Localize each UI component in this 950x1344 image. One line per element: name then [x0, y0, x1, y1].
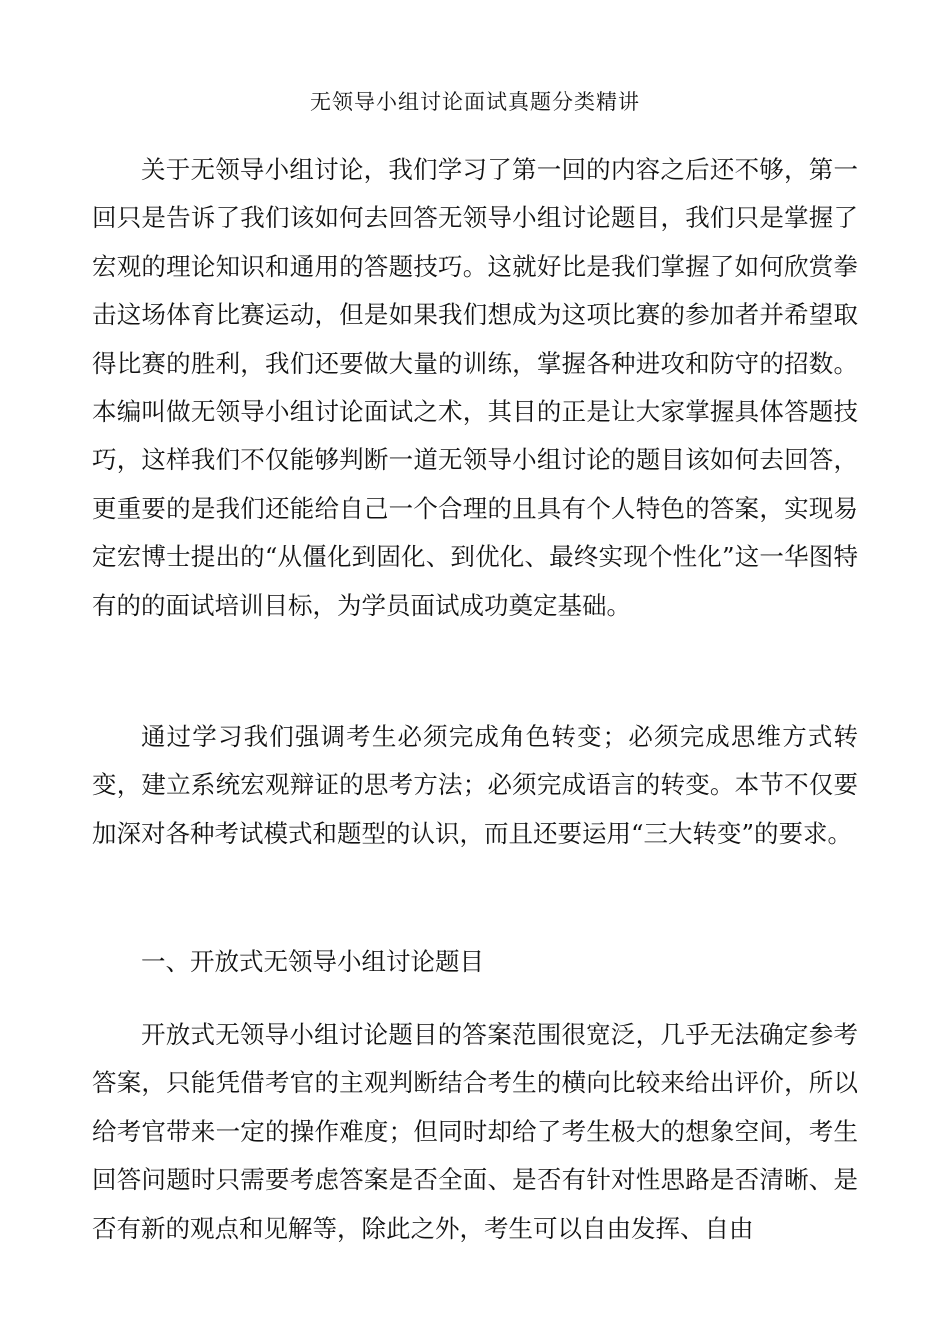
paragraph-three-transformations: 通过学习我们强调考生必须完成角色转变；必须完成思维方式转变，建立系统宏观辩证的思考方法；必须完成语言的转变。本节不仅要加深对各种考试模式和题型的认识，而且还要运用“三大转变”的要求。	[92, 722, 858, 848]
document-title: 无领导小组讨论面试真题分类精讲	[310, 90, 640, 114]
paragraph-intro: 关于无领导小组讨论，我们学习了第一回的内容之后还不够，第一回只是告诉了我们该如何去回答无领导小组讨论题目，我们只是掌握了宏观的理论知识和通用的答题技巧。这就好比是我们掌握了如何欣赏拳击这场体育比赛运动，但是如果我们想成为这项比赛的参加者并希望取得比赛的胜利，我们还要做大量的训练，掌握各种进攻和防守的招数。本编叫做无领导小组讨论面试之术，其目的正是让大家掌握具体答题技巧，这样我们不仅能够判断一道无领导小组讨论的题目该如何去回答，更重要的是我们还能给自己一个合理的且具有个人特色的答案，实现易定宏博士提出的“从僵化到固化、到优化、最终实现个性化”这一华图特有的的面试培训目标，为学员面试成功奠定基础。	[92, 155, 858, 620]
section-heading-open-questions: 一、开放式无领导小组讨论题目	[141, 947, 484, 976]
paragraph-open-questions: 开放式无领导小组讨论题目的答案范围很宽泛，几乎无法确定参考答案，只能凭借考官的主观判断结合考生的横向比较来给出评价，所以给考官带来一定的操作难度；但同时却给了考生极大的想象空间，考生回答问题时只需要考虑答案是否全面、是否有针对性思路是否清晰、是否有新的观点和见解等，除此之外，考生可以自由发挥、自由	[92, 1020, 858, 1243]
